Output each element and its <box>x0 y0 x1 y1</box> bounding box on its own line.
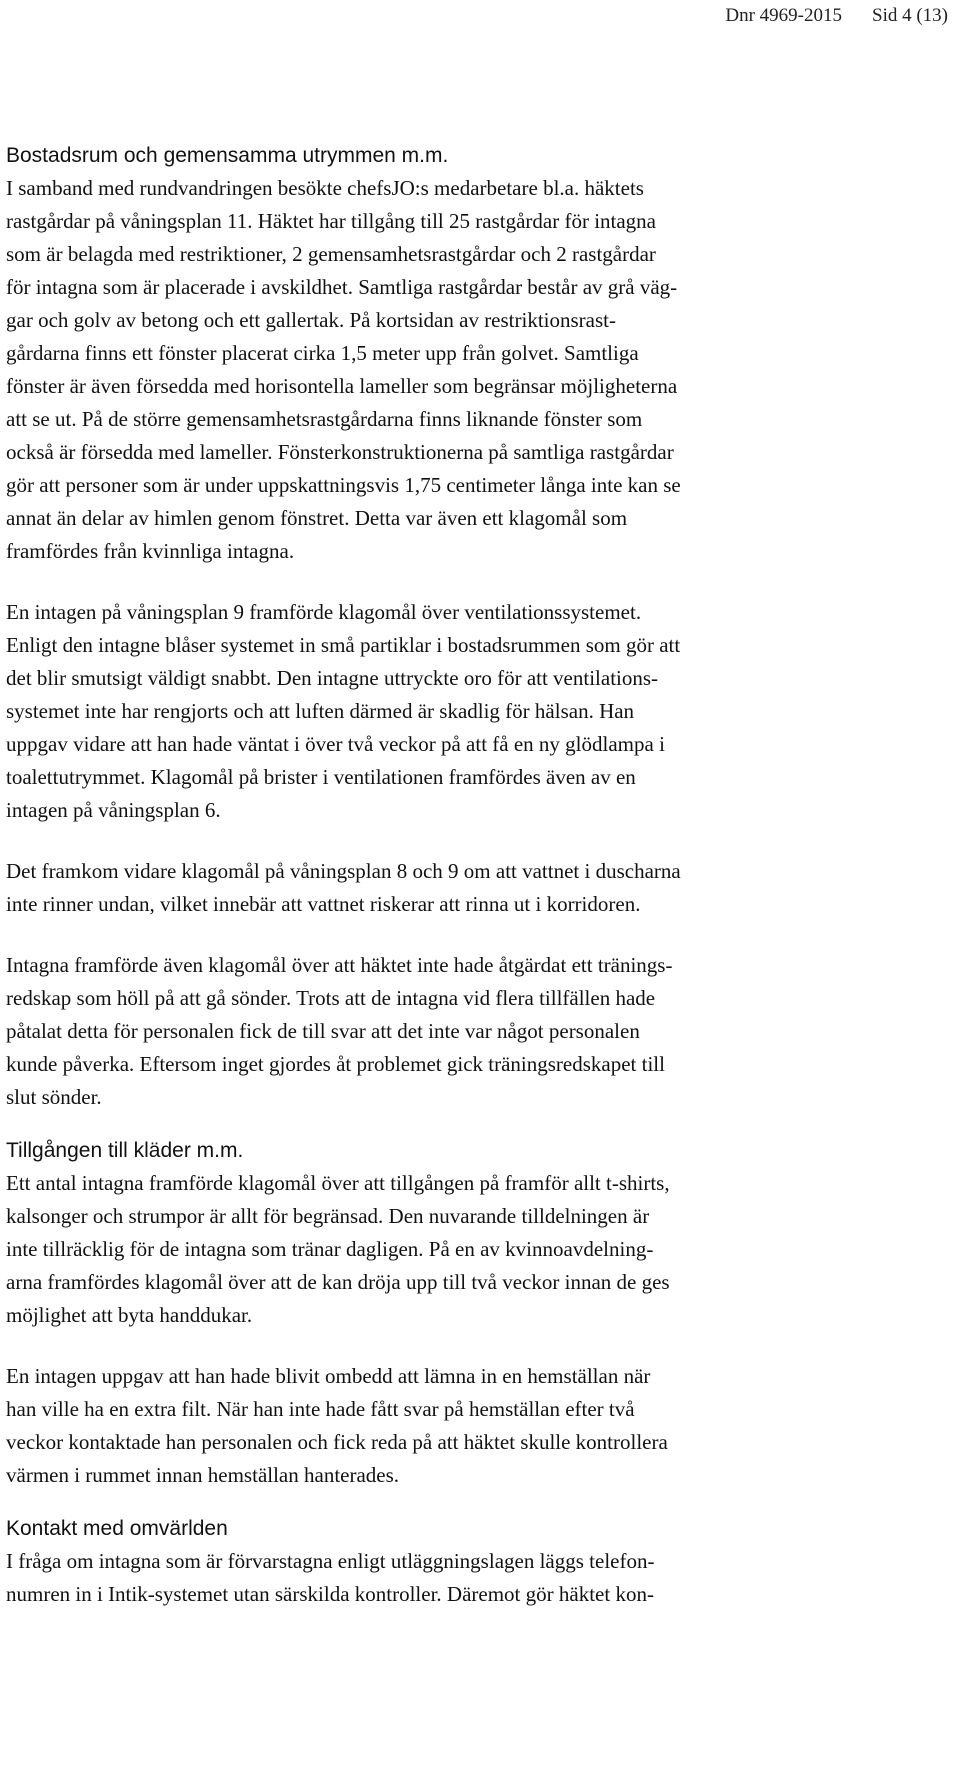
text-line: slut sönder. <box>6 1085 102 1109</box>
text-line: arna framfördes klagomål över att de kan dröja upp till två veckor innan de ges <box>6 1270 670 1294</box>
text-line: Intagna framförde även klagomål över att häktet inte hade åtgärdat ett tränings- <box>6 953 673 977</box>
text-line: I samband med rundvandringen besökte chefsJO:s medarbetare bl.a. häktets <box>6 176 644 200</box>
text-line: toalettutrymmet. Klagomål på brister i ventilationen framfördes även av en <box>6 765 636 789</box>
text-line: annat än delar av himlen genom fönstret. Detta var även ett klagomål som <box>6 506 628 530</box>
text-line: det blir smutsigt väldigt snabbt. Den intagne uttryckte oro för att ventilations- <box>6 666 659 690</box>
text-line: Ett antal intagna framförde klagomål över att tillgången på framför allt t-shirts, <box>6 1171 670 1195</box>
text-line: gårdarna finns ett fönster placerat cirka 1,5 meter upp från golvet. Samtliga <box>6 341 639 365</box>
text-line: gör att personer som är under uppskattningsvis 1,75 centimeter långa inte kan se <box>6 473 681 497</box>
text-line: uppgav vidare att han hade väntat i över två veckor på att få en ny glödlampa i <box>6 732 665 756</box>
page-header <box>725 4 948 28</box>
text-line: möjlighet att byta handdukar. <box>6 1303 253 1327</box>
section-heading-bostadsrum: Bostadsrum och gemensamma utrymmen m.m. <box>6 144 449 167</box>
text-line: I fråga om intagna som är förvarstagna enligt utläggningslagen läggs telefon- <box>6 1549 655 1573</box>
text-line: systemet inte har rengjorts och att luften därmed är skadlig för hälsan. Han <box>6 699 635 723</box>
paragraph-rastgardar <box>6 172 866 568</box>
text-line: inte rinner undan, vilket innebär att vattnet riskerar att rinna ut i korridoren. <box>6 892 641 916</box>
text-line: värmen i rummet innan hemställan hanterades. <box>6 1463 400 1487</box>
text-line: som är belagda med restriktioner, 2 gemensamhetsrastgårdar och 2 rastgårdar <box>6 242 656 266</box>
paragraph-telefon <box>6 1545 866 1611</box>
paragraph-traningsredskap <box>6 949 866 1114</box>
text-line: också är försedda med lameller. Fönsterkonstruktionerna på samtliga rastgårdar <box>6 440 674 464</box>
text-line: Enligt den intagne blåser systemet in små partiklar i bostadsrummen som gör att <box>6 633 681 657</box>
text-line: han ville ha en extra filt. När han inte hade fått svar på hemställan efter två <box>6 1397 635 1421</box>
text-line: för intagna som är placerade i avskildhet. Samtliga rastgårdar består av grå väg- <box>6 275 678 299</box>
text-line: En intagen uppgav att han hade blivit ombedd att lämna in en hemställan när <box>6 1364 651 1388</box>
text-line: kunde påverka. Eftersom inget gjordes åt problemet gick träningsredskapet till <box>6 1052 665 1076</box>
text-line: fönster är även försedda med horisontella lameller som begränsar möjligheterna <box>6 374 678 398</box>
text-line: intagen på våningsplan 6. <box>6 798 221 822</box>
page-number: Sid 4 (13) <box>872 5 948 26</box>
text-line: numren in i Intik-systemet utan särskilda kontroller. Däremot gör häktet kon- <box>6 1582 654 1606</box>
paragraph-klader <box>6 1167 866 1332</box>
paragraph-duschar <box>6 855 866 921</box>
text-line: kalsonger och strumpor är allt för begränsad. Den nuvarande tilldelningen är <box>6 1204 650 1228</box>
section-heading-kontakt: Kontakt med omvärlden <box>6 1517 228 1540</box>
text-line: att se ut. På de större gemensamhetsrastgårdarna finns liknande fönster som <box>6 407 643 431</box>
text-line: Det framkom vidare klagomål på våningsplan 8 och 9 om att vattnet i duscharna <box>6 859 681 883</box>
text-line: gar och golv av betong och ett gallertak. På kortsidan av restriktionsrast- <box>6 308 616 332</box>
paragraph-filt <box>6 1360 866 1492</box>
text-line: påtalat detta för personalen fick de till svar att det inte var något personalen <box>6 1019 640 1043</box>
text-line: veckor kontaktade han personalen och fick reda på att häktet skulle kontrollera <box>6 1430 668 1454</box>
document-body <box>6 140 866 1611</box>
document-number: Dnr 4969-2015 <box>725 5 842 26</box>
text-line: inte tillräcklig för de intagna som tränar dagligen. På en av kvinnoavdelning- <box>6 1237 654 1261</box>
text-line: framfördes från kvinnliga intagna. <box>6 539 295 563</box>
text-line: redskap som höll på att gå sönder. Trots att de intagna vid flera tillfällen hade <box>6 986 656 1010</box>
text-line: rastgårdar på våningsplan 11. Häktet har tillgång till 25 rastgårdar för intagna <box>6 209 657 233</box>
paragraph-ventilation <box>6 596 866 827</box>
section-heading-klader: Tillgången till kläder m.m. <box>6 1139 244 1162</box>
text-line: En intagen på våningsplan 9 framförde klagomål över ventilationssystemet. <box>6 600 642 624</box>
